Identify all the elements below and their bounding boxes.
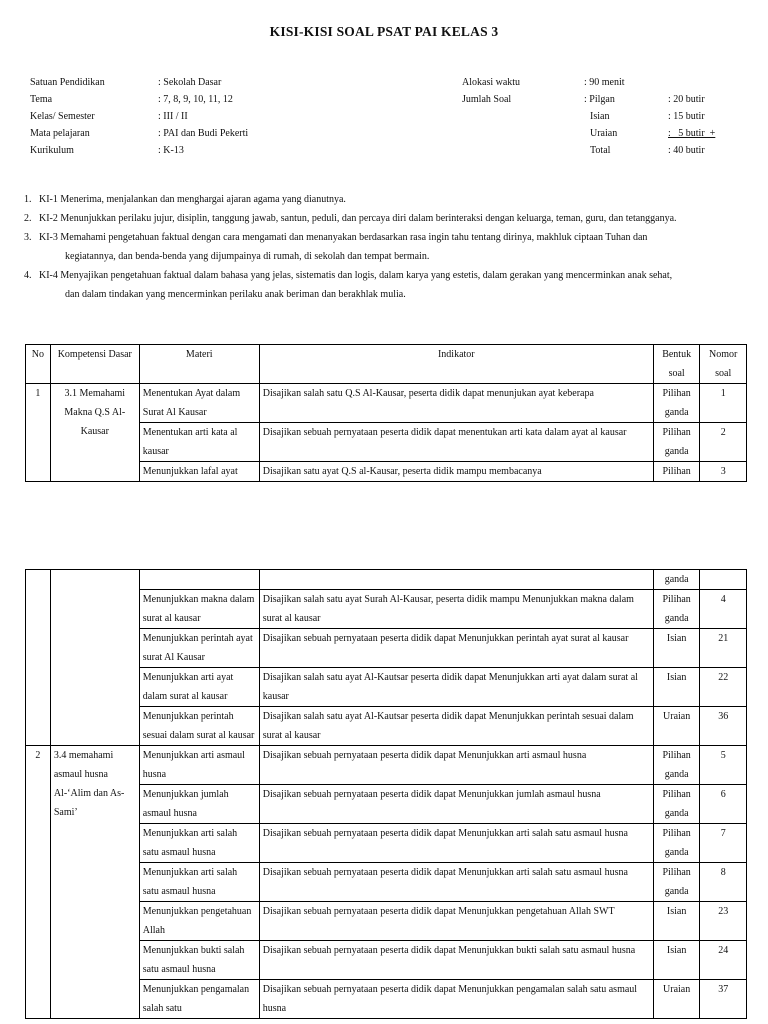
row-indikator: Disajikan sebuah pernyataan peserta didik dapat Menunjukkan arti asmaul husna [259, 746, 653, 785]
alokasi-value: : 90 menit [584, 77, 625, 88]
info-label: Satuan Pendidikan [30, 77, 105, 88]
row-bentuk: Isian [653, 902, 700, 941]
table-header-row [26, 345, 747, 384]
info-row [30, 108, 750, 125]
row-kompetensi-dasar: 3.1 Memahami Makna Q.S Al-Kausar [50, 384, 139, 482]
list-text-continued: kegiatannya, dan benda-benda yang dijumpainya di rumah, di sekolah dan tempat bermain. [65, 251, 430, 262]
row-nomor: 7 [700, 824, 747, 863]
row-materi: Menunjukkan pengamalan salah satu [139, 980, 259, 1019]
info-row [30, 74, 750, 91]
row-bentuk: Pilihan ganda [653, 746, 700, 785]
row-nomor: 1 [700, 384, 747, 423]
table-row [26, 746, 747, 785]
row-nomor [700, 570, 747, 590]
row-bentuk: Pilihan ganda [653, 423, 700, 462]
table-row [26, 384, 747, 423]
info-row [30, 142, 750, 159]
row-nomor: 37 [700, 980, 747, 1019]
info-label: Tema [30, 94, 53, 105]
list-number: 2. [24, 213, 32, 224]
table-row-continued [26, 570, 747, 590]
row-nomor: 4 [700, 590, 747, 629]
list-text: KI-3 Memahami pengetahuan faktual dengan cara mengamati dan menanyakan berdasarkan rasa ingin tahu tentang dirinya, makhluk ciptaan Tuhan dan [39, 232, 648, 243]
row-materi: Menunjukkan perintah sesuai dalam surat al kausar [139, 707, 259, 746]
list-text: KI-2 Menunjukkan perilaku jujur, disiplin, tanggung jawab, santun, peduli, dan percaya diri dalam berinteraksi dengan keluarga, teman, guru, dan tetangganya. [39, 213, 677, 224]
row-indikator: Disajikan sebuah pernyataan peserta didik dapat Menunjukkan arti salah satu asmaul husna [259, 863, 653, 902]
row-kompetensi-dasar: 3.4 memahami asmaul husna Al-‘Alim dan As-Sami’ [50, 746, 139, 1019]
row-materi: Menunjukkan perintah ayat surat Al Kausar [139, 629, 259, 668]
row-indikator: Disajikan salah satu ayat Surah Al-Kausar, peserta didik mampu Menunjukkan makna dalam surat al kausar [259, 590, 653, 629]
header-no: No [26, 345, 51, 384]
row-indikator: Disajikan sebuah pernyataan peserta didik dapat Menunjukkan jumlah asmaul husna [259, 785, 653, 824]
row-bentuk: Uraian [653, 707, 700, 746]
info-row [30, 91, 750, 108]
row-bentuk: Pilihan ganda [653, 384, 700, 423]
row-materi: Menunjukkan pengetahuan Allah [139, 902, 259, 941]
kisi-kisi-table-page1 [25, 344, 747, 482]
row-bentuk: Pilihan ganda [653, 863, 700, 902]
row-materi [139, 570, 259, 590]
row-materi: Menunjukkan arti ayat dalam surat al kausar [139, 668, 259, 707]
row-nomor: 6 [700, 785, 747, 824]
row-nomor: 22 [700, 668, 747, 707]
row-bentuk: Pilihan ganda [653, 824, 700, 863]
pilgan-value: : 20 butir [668, 94, 705, 105]
row-indikator: Disajikan sebuah pernyataan peserta didik dapat Menunjukkan bukti salah satu asmaul husna [259, 941, 653, 980]
info-label: Kurikulum [30, 145, 74, 156]
row-nomor: 21 [700, 629, 747, 668]
isian-value: : 15 butir [668, 111, 705, 122]
row-indikator: Disajikan sebuah pernyataan peserta didik dapat Menunjukkan pengamalan salah satu asmaul husna [259, 980, 653, 1019]
row-materi: Menunjukkan arti asmaul husna [139, 746, 259, 785]
list-text: KI-1 Menerima, menjalankan dan menghargai ajaran agama yang dianutnya. [39, 194, 346, 205]
row-materi: Menunjukkan lafal ayat [139, 462, 259, 482]
row-bentuk: Isian [653, 668, 700, 707]
alokasi-label: Alokasi waktu [462, 77, 521, 88]
list-number: 1. [24, 194, 32, 205]
uraian-label: Uraian [590, 128, 618, 139]
row-nomor: 36 [700, 707, 747, 746]
row-indikator: Disajikan satu ayat Q.S al-Kausar, peserta didik mampu membacanya [259, 462, 653, 482]
row-nomor: 3 [700, 462, 747, 482]
row-indikator: Disajikan sebuah pernyataan peserta didik dapat Menunjukkan arti salah satu asmaul husna [259, 824, 653, 863]
header-bentuk-soal: Bentuk soal [653, 345, 700, 384]
row-nomor: 2 [700, 423, 747, 462]
row-no: 1 [26, 384, 51, 482]
list-item [24, 266, 746, 304]
row-materi: Menunjukkan arti salah satu asmaul husna [139, 863, 259, 902]
row-bentuk: Isian [653, 629, 700, 668]
header-indikator: Indikator [259, 345, 653, 384]
row-nomor: 24 [700, 941, 747, 980]
list-number: 4. [24, 270, 32, 281]
header-nomor-soal: Nomor soal [700, 345, 747, 384]
row-nomor: 5 [700, 746, 747, 785]
row-materi: Menunjukkan bukti salah satu asmaul husna [139, 941, 259, 980]
row-materi: Menunjukkan makna dalam surat al kausar [139, 590, 259, 629]
row-materi: Menunjukkan jumlah asmaul husna [139, 785, 259, 824]
row-indikator: Disajikan sebuah pernyataan peserta didik dapat menentukan arti kata dalam ayat al kausar [259, 423, 653, 462]
info-value: : III / II [158, 111, 188, 122]
row-bentuk: Pilihan ganda [653, 590, 700, 629]
row-no [26, 570, 51, 746]
row-no: 2 [26, 746, 51, 1019]
identity-block [30, 74, 750, 159]
row-bentuk: Pilihan ganda [653, 785, 700, 824]
row-indikator: Disajikan sebuah pernyataan peserta didik dapat Menunjukkan pengetahuan Allah SWT [259, 902, 653, 941]
row-kompetensi-dasar [50, 570, 139, 746]
row-bentuk: ganda [653, 570, 700, 590]
row-bentuk: Isian [653, 941, 700, 980]
row-bentuk: Uraian [653, 980, 700, 1019]
info-value: : PAI dan Budi Pekerti [158, 128, 249, 139]
row-indikator: Disajikan salah satu ayat Al-Kautsar peserta didik dapat Menunjukkan perintah sesuai dalam surat al kausar [259, 707, 653, 746]
pilgan-label: : Pilgan [584, 94, 615, 105]
kompetensi-inti-list [24, 190, 746, 304]
row-indikator [259, 570, 653, 590]
list-item [24, 209, 746, 228]
isian-label: Isian [590, 111, 610, 122]
info-value: : 7, 8, 9, 10, 11, 12 [158, 94, 233, 105]
list-item [24, 190, 746, 209]
total-value: : 40 butir [668, 145, 705, 156]
header-kompetensi-dasar: Kompetensi Dasar [50, 345, 139, 384]
list-item [24, 228, 746, 266]
list-number: 3. [24, 232, 32, 243]
row-materi: Menentukan Ayat dalam Surat Al Kausar [139, 384, 259, 423]
jumlah-soal-label: Jumlah Soal [462, 94, 512, 105]
list-text-continued: dan dalam tindakan yang mencerminkan perilaku anak beriman dan berakhlak mulia. [65, 289, 406, 300]
row-materi: Menunjukkan arti salah satu asmaul husna [139, 824, 259, 863]
row-indikator: Disajikan salah satu ayat Al-Kautsar peserta didik dapat Menunjukkan arti ayat dalam surat al kausar [259, 668, 653, 707]
row-bentuk: Pilihan [653, 462, 700, 482]
row-nomor: 8 [700, 863, 747, 902]
row-nomor: 23 [700, 902, 747, 941]
total-label: Total [590, 145, 611, 156]
header-materi: Materi [139, 345, 259, 384]
row-indikator: Disajikan sebuah pernyataan peserta didik dapat Menunjukkan perintah ayat surat al kausar [259, 629, 653, 668]
row-materi: Menentukan arti kata al kausar [139, 423, 259, 462]
info-label: Kelas/ Semester [30, 111, 95, 122]
row-indikator: Disajikan salah satu Q.S Al-Kausar, peserta didik dapat menunjukan ayat keberapa [259, 384, 653, 423]
list-text: KI-4 Menyajikan pengetahuan faktual dalam bahasa yang jelas, sistematis dan logis, dalam karya yang estetis, dalam gerakan yang mencerminkan anak sehat, [39, 270, 673, 281]
document-title: KISI-KISI SOAL PSAT PAI KELAS 3 [269, 24, 499, 39]
info-value: : K-13 [158, 145, 184, 156]
info-value: : Sekolah Dasar [158, 77, 222, 88]
info-label: Mata pelajaran [30, 128, 90, 139]
uraian-value: : 5 butir + [668, 128, 716, 139]
info-row [30, 125, 750, 142]
kisi-kisi-table-page2 [25, 569, 747, 1019]
